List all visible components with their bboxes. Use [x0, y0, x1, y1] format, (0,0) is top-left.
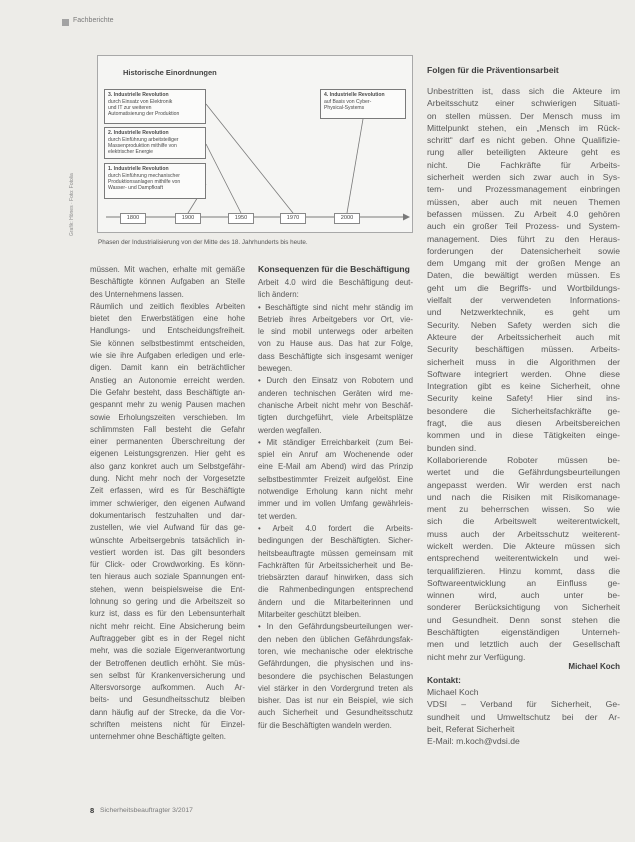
text-line: Produktionsanlagen mithilfe von: [108, 178, 181, 185]
text-line: der Betroffenen deutlich erhöht. Sie müs-: [90, 658, 245, 668]
text-line: Gefährdungen, die physischen und ins-: [258, 659, 413, 669]
text-line: müssen. Mit wachen, erhalte mit gemäße: [90, 265, 245, 274]
middle-column-text: [258, 277, 413, 733]
text-line: befassen müssen. Zu Arbeit 4.0 gehören: [427, 208, 620, 219]
text-line: Räumlich und zeitlich flexibles Arbeiten: [90, 301, 245, 311]
text-line: Anstieg an Autonomie erreicht werden.: [90, 375, 245, 385]
text-line: von zu Hause aus. Das hat zur Folge,: [258, 339, 413, 349]
text-line: wertet und die Gefährdungsbeurteilungen: [427, 467, 620, 478]
connector-line-2: [206, 144, 241, 213]
text-line: winnen wird, auch unter be-: [427, 590, 620, 601]
text-line: Unbestritten ist, dass sich die Akteure im: [427, 86, 620, 96]
paragraph: [258, 621, 413, 732]
paragraph: [427, 698, 620, 735]
revolution-box-text: [108, 99, 202, 118]
text-line: bedingungen der Beschäftigten. Sicher-: [258, 536, 413, 546]
text-line: Auftraggeber gibt es in der Regel nicht: [90, 633, 245, 643]
text-line: auch ein großer Teil Prozess- und System-: [427, 221, 620, 232]
text-line: Zeit erfassen, wird es für Beschäftigte: [90, 486, 245, 496]
text-line: • In den Gefährdungsbeurteilungen wer-: [258, 622, 413, 632]
text-line: besondere die Sicherheitsfachkräfte ge-: [427, 405, 620, 416]
text-line: management. Dies führt zu den Heraus-: [427, 233, 620, 244]
text-line: lohnung so gering und die Arbeitszeit so: [90, 597, 245, 607]
connector-line-3: [206, 104, 293, 213]
text-line: entsprechend weiterentwickeln und wei-: [427, 553, 620, 564]
section-heading-konsequenzen: Konsequenzen für die Beschäftigung: [258, 264, 410, 274]
connector-line-4: [347, 119, 363, 213]
text-line: Beschäftigte können Aufgaben an Stelle: [90, 277, 245, 287]
timeline-label: 2000: [334, 213, 360, 224]
text-line: Automatisierung der Produktion: [108, 111, 180, 118]
text-line: und Gesundheit. Denn sonst stehen die: [427, 614, 620, 625]
text-line: geht um die Begriffs- und Wortbildungs-: [427, 282, 620, 293]
revolution-box-2: [104, 127, 206, 159]
magazine-issue: Sicherheitsbeauftragter 3/2017: [100, 807, 193, 814]
text-line: sicherheit muss in die Algorithmen der: [427, 356, 620, 367]
text-line: Fachkräften für Arbeitssicherheit und Be-: [258, 560, 413, 570]
text-line: nicht. Die Fachkräfte für Arbeits-: [427, 159, 620, 170]
section-heading-folgen: Folgen für die Präventionsarbeit: [427, 65, 559, 75]
text-line: eine E-Mail am Abend) wird das Prinzip: [258, 462, 413, 472]
text-line: unternehmer ohne Beschäftigte gelten.: [90, 732, 226, 742]
paragraph: [90, 264, 245, 301]
text-line: Kollaborierende Roboter müssen be-: [427, 454, 620, 465]
text-line: zustellen, wie viel Aufwand für das ge-: [90, 523, 245, 533]
revolution-box-3: [104, 89, 206, 124]
text-line: Security. Neben Safety werden sich die: [427, 319, 620, 330]
text-line: die Rahmenbedingungen entsprechend: [258, 585, 413, 595]
timeline-arrowhead: [403, 214, 410, 221]
text-line: durch Einsatz von Elektronik: [108, 98, 173, 105]
text-line: des Unternehmens lassen.: [90, 289, 184, 299]
section-label: Fachberichte: [73, 17, 114, 24]
text-line: vielfalt der verwendeten Informations-: [427, 295, 620, 306]
text-line: sundheit und Umweltschutz bei der Ar-: [427, 711, 620, 722]
text-line: wünschte Arbeitsergebnis tatsächlich in-: [90, 535, 245, 545]
text-line: auch Sicherheit und Gesundheitsschutz: [258, 708, 413, 718]
text-line: selbstbestimmter Freizeit aufgelöst. Eine: [258, 474, 413, 484]
paragraph: [427, 735, 620, 747]
text-line: Software integriert werden. Ohne diese: [427, 368, 620, 379]
paragraph: [108, 111, 202, 117]
text-line: • Beschäftigte sind nicht mehr ständig im: [258, 302, 413, 312]
text-line: on stellen müssen. Der Mensch muss im: [427, 110, 620, 121]
text-line: anderen technischen Geräten wird me-: [258, 388, 413, 398]
text-line: tigten durchgeführt, viele Arbeitsplätze: [258, 413, 413, 423]
text-line: E-Mail: m.koch@vdsi.de: [427, 736, 520, 747]
text-line: chanische Arbeit nicht mehr von Beschäf-: [258, 400, 413, 410]
text-line: bewegen.: [258, 364, 293, 374]
paragraph: [427, 686, 620, 698]
text-line: bisher. Das ist nur ein Beispiel, wie sich: [258, 696, 413, 706]
text-line: sonderer Berücksichtigung von Sicherheit: [427, 602, 620, 613]
text-line: Arbeitsschutz einer schwierigen Situati-: [427, 98, 620, 109]
revolution-box-heading: 2. Industrielle Revolution: [108, 130, 169, 136]
text-line: spiel ein Anruf am Wochenende oder: [258, 450, 413, 460]
contact-block: [427, 686, 620, 748]
text-line: Akteure der Arbeitssicherheit auch mit: [427, 331, 620, 342]
timeline-label: 1800: [120, 213, 146, 224]
paragraph: [427, 85, 620, 454]
text-line: le sind mobil unterwegs oder arbeiten: [258, 327, 413, 337]
text-line: Arbeit 4.0 wird die Beschäftigung deut-: [258, 278, 413, 287]
revolution-box-heading: 1. Industrielle Revolution: [108, 166, 169, 172]
text-line: Michael Koch: [427, 687, 479, 697]
revolution-box-text: [108, 173, 202, 192]
text-line: viel stärker in den Vordergrund treten als: [258, 683, 413, 693]
text-line: auf Basis von Cyber-: [324, 98, 372, 105]
revolution-box-text: [324, 99, 402, 112]
text-line: besondere die psychischen Belastungen: [258, 671, 413, 681]
text-line: mehr, was die soziale Eigenverantwortung: [90, 646, 245, 656]
text-line: Handlungs- und Entscheidungsfreiheit.: [90, 326, 245, 336]
text-line: Mitarbeiter geschützt bleiben.: [258, 610, 362, 620]
text-line: nicht mehr reicht. Eine Absicherung beim: [90, 621, 245, 631]
paragraph: [108, 185, 202, 191]
text-line: Wasser- und Dampfkraft: [108, 185, 164, 192]
text-line: rung aller beteiligten Akteure geht es: [427, 147, 620, 158]
text-line: Massenproduktion mithilfe von: [108, 142, 177, 149]
text-line: tem- und Prozessmanagement einbringen: [427, 184, 620, 195]
text-line: gespannt mehr zu wenig Pausen machen: [90, 400, 245, 410]
figure-caption: Phasen der Industrialisierung von der Mitte des 18. Jahrhunderts bis heute.: [98, 239, 308, 246]
text-line: dokumentarisch festzuhalten und dar-: [90, 510, 245, 520]
text-line: triebsärzten darauf hinwirken, dass sich: [258, 573, 413, 583]
text-line: tet werden.: [258, 511, 298, 521]
text-line: durch Einführung arbeitsteiliger: [108, 136, 179, 143]
text-line: schriften meistens nicht für Einzel-: [90, 719, 245, 729]
revolution-box-heading: 4. Industrielle Revolution: [324, 92, 385, 98]
figure-title: Historische Einordnungen: [123, 68, 217, 77]
section-marker: [62, 19, 69, 26]
text-line: den neben den üblichen Gefährdungsfak-: [258, 634, 413, 644]
text-line: schritt“ darf es nicht geben. Ohne Qualifizie-: [427, 135, 620, 146]
revolution-box-text: [108, 137, 202, 156]
text-line: muss auch der Arbeitsschutz weiterent-: [427, 528, 620, 539]
timeline-label: 1950: [228, 213, 254, 224]
text-line: eigenen Leistungsgrenzen. Hier geht es: [90, 449, 245, 459]
text-line: für die Beschäftigten wandeln werden.: [258, 720, 392, 730]
paragraph: [324, 105, 402, 111]
text-line: wickelt werden. Die Akteure müssen sich: [427, 540, 620, 551]
text-line: Security beschäftigen müssen. Arbeits-: [427, 344, 620, 355]
text-line: sen selbst für Krankenversicherung und: [90, 670, 245, 680]
text-line: terqualifizieren. Hinzu kommt, dass die: [427, 565, 620, 576]
text-line: müssen, aber auch mit neuen Themen: [427, 196, 620, 207]
text-line: Sie können selbstbestimmt entscheiden,: [90, 338, 245, 348]
text-line: Physical-Systems: [324, 104, 365, 111]
text-line: bietet den Erwerbstätigen eine hohe: [90, 314, 245, 324]
text-line: bunden sind.: [427, 442, 477, 453]
text-line: Die Gefahr besteht, dass Beschäftigte an-: [90, 387, 245, 397]
timeline-label: 1970: [280, 213, 306, 224]
page-number: 8: [90, 806, 95, 815]
text-line: und nach die Risiken mit Risikomanage-: [427, 491, 620, 502]
figure-source: Grafik: Hönes · Foto: Fotolia: [69, 173, 75, 236]
text-line: kurz ist, dass es für den Lebensunterhalt: [90, 609, 245, 619]
text-line: angepasst werden. Wir werden erst nach: [427, 479, 620, 490]
text-line: Daten, die bewältigt werden müssen. Es: [427, 270, 620, 281]
text-line: durch Einführung mechanischer: [108, 172, 180, 179]
text-line: beit, Referat Sicherheit: [427, 723, 515, 734]
text-line: • Arbeit 4.0 fordert die Arbeits-: [258, 523, 413, 533]
text-line: und Netzwerktechnik, es geht um: [427, 307, 620, 318]
text-line: ändern und die Mitarbeiterinnen und: [258, 597, 413, 607]
text-line: wie sie ihre Aufgaben erledigen und erle-: [90, 351, 245, 361]
paragraph: [258, 375, 413, 436]
text-line: Softwareentwicklung an Einfluss ge-: [427, 577, 620, 588]
text-line: • Durch den Einsatz von Robotern und: [258, 376, 413, 386]
paragraph: [258, 437, 413, 523]
paragraph: [427, 454, 620, 663]
text-line: sich die Arbeitswelt weiterentwickelt,: [427, 516, 620, 527]
text-line: also ganz konkret auch um Selbstgefähr-: [90, 461, 245, 471]
revolution-box-4: [320, 89, 406, 119]
text-line: vestiert worden ist. Das gilt besonders: [90, 547, 245, 557]
right-column-text: [427, 85, 620, 664]
text-line: immer und im vollen Umfang gewährleis-: [258, 499, 413, 509]
text-line: forderungen der Datensicherheit sowie: [427, 245, 620, 256]
text-line: Security keine Safety! Hier sind ins-: [427, 393, 620, 404]
revolution-box-heading: 3. Industrielle Revolution: [108, 92, 169, 98]
text-line: sicherheit werden sich zwar auch in Sys-: [427, 172, 620, 183]
text-line: und IT zur weiteren: [108, 104, 152, 111]
text-line: für Click- oder Crowdworking. Es könn-: [90, 560, 245, 570]
revolution-box-1: [104, 163, 206, 199]
text-line: lich ändern:: [258, 290, 299, 300]
text-line: • Mit ständiger Erreichbarkeit (zum Bei-: [258, 437, 413, 447]
text-line: Altersvorsorge aufkommen. Auch Ar-: [90, 683, 245, 693]
text-line: sowie Erholungszeiten verschieben. Im: [90, 412, 245, 422]
text-line: Betrieb ihres Arbeitgebers vor Ort, vie-: [258, 314, 413, 324]
contact-label: Kontakt:: [427, 675, 461, 685]
figure-historische-einordnungen: [97, 55, 413, 233]
paragraph: [258, 523, 413, 621]
text-line: dem Umgang mit der großen Menge an: [427, 258, 620, 269]
text-line: Beschäftigten eigenständigen Unterneh-: [427, 627, 620, 638]
text-line: werden wegfallen.: [258, 425, 322, 435]
text-line: stehen, wenn beispielsweise die Ent-: [90, 584, 245, 594]
text-line: Mittelpunkt stehen, ein „Mensch im Rück-: [427, 122, 620, 133]
text-line: toren, wie mechanische oder elektrische: [258, 646, 413, 656]
text-line: ment zu beherrschen wissen. So wie: [427, 504, 620, 515]
text-line: elektrischer Energie: [108, 149, 154, 156]
text-line: VDSI – Verband für Sicherheit, Ge-: [427, 699, 620, 710]
text-line: digen. Damit kann ein beträchtlicher: [90, 363, 245, 373]
text-line: beits- und Gesundheitsschutz bleiben: [90, 695, 245, 705]
text-line: fragt, die aus diesen Arbeitsbereichen: [427, 418, 620, 429]
paragraph: [258, 277, 413, 302]
paragraph: [258, 302, 413, 376]
author-signature: Michael Koch: [568, 662, 620, 671]
text-line: ten hieraus auch soziale Spannungen ent-: [90, 572, 245, 582]
text-line: kommen und in diese Tätigkeiten einge-: [427, 430, 620, 441]
text-line: immer schwieriger, den eigenen Aufwand: [90, 498, 245, 508]
paragraph: [90, 301, 245, 744]
text-line: dung. Nicht mehr noch der Vorgesetzte: [90, 474, 245, 484]
text-line: dann häufig auf der Strecke, da die Vor-: [90, 707, 245, 717]
text-line: notwendige Erholung kann nicht mehr: [258, 487, 413, 497]
text-line: nicht mehr zur Verfügung.: [427, 651, 526, 662]
timeline-label: 1900: [175, 213, 201, 224]
left-column-text: [90, 264, 245, 745]
text-line: heitsbeauftragte müssen gemeinsam mit: [258, 548, 413, 558]
text-line: Integration gibt es keine Sicherheit, ohne: [427, 381, 620, 392]
paragraph: [108, 149, 202, 155]
text-line: dass Beschäftigte sich insgesamt weniger: [258, 351, 413, 361]
text-line: einer permanenten Überschreitung der: [90, 437, 245, 447]
text-line: schlimmsten Fall besteht die Gefahr: [90, 424, 245, 434]
text-line: men und letztlich auch der Gesellschaft: [427, 639, 620, 650]
